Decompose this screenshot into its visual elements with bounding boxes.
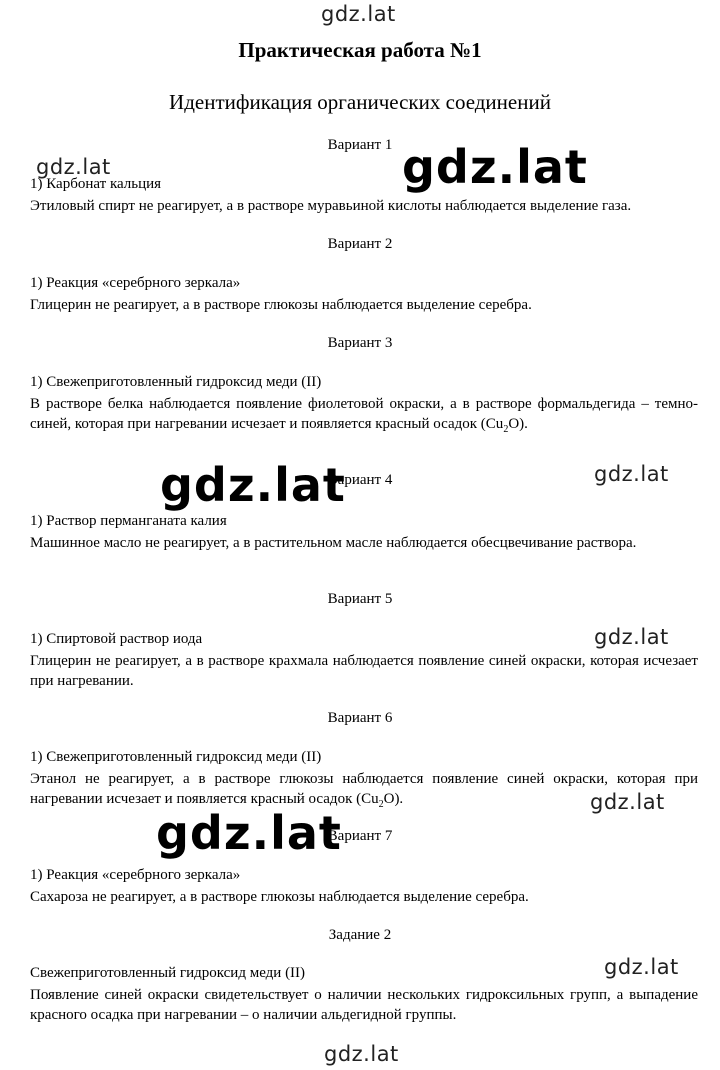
section-text: Этанол не реагирует, а в растворе глюкозы наблюдается появление синей окраски, которая при нагревании исчезает и появляется красный осадок $(Cu_2O)$.	[30, 771, 698, 810]
section-heading: Вариант 6	[327, 710, 393, 726]
section-heading: Вариант 2	[327, 236, 393, 252]
watermark-large: gdz.lat	[402, 140, 588, 194]
page-subtitle: Идентификация органических соединений	[169, 90, 551, 114]
watermark: gdz.lat	[594, 462, 669, 486]
section-text: В растворе белка наблюдается появление фиолетовой окраски, а в растворе формальдегида – темно-синей, которая при нагревании исчезает и появляется красный осадок $(Cu_2O)$.	[30, 396, 698, 435]
watermark: gdz.lat	[594, 625, 669, 649]
watermark-large: gdz.lat	[160, 458, 346, 512]
section-heading: Вариант 3	[327, 335, 393, 351]
section-item: Свежеприготовленный гидроксид меди (II)	[30, 965, 306, 981]
section-item: 1) Свежеприготовленный гидроксид меди (II)	[30, 749, 322, 765]
section-item: 1) Спиртовой раствор иода	[30, 631, 203, 647]
section-text: Машинное масло не реагирует, а в растительном масле наблюдается обесцвечивание раствора.	[30, 535, 637, 551]
section-text: Глицерин не реагирует, а в растворе глюкозы наблюдается выделение серебра.	[30, 297, 532, 313]
watermark: gdz.lat	[36, 155, 111, 179]
section-item: 1) Карбонат кальция	[30, 176, 162, 192]
section-item: 1) Свежеприготовленный гидроксид меди (II)	[30, 374, 322, 390]
section-item: 1) Раствор перманганата калия	[30, 513, 227, 529]
section-text: Этиловый спирт не реагирует, а в растворе муравьиной кислоты наблюдается выделение газа.	[30, 198, 632, 214]
section-heading: Задание 2	[328, 927, 392, 943]
watermark: gdz.lat	[604, 955, 679, 979]
watermark-large: gdz.lat	[156, 806, 342, 860]
section-text: Появление синей окраски свидетельствует о наличии нескольких гидроксильных групп, а выпадение красного осадка при нагревании – о наличии альдегидной группы.	[30, 987, 698, 1023]
page-title: Практическая работа №1	[238, 38, 482, 62]
watermark-top: gdz.lat	[321, 2, 396, 26]
section-item: 1) Реакция «серебрного зеркала»	[30, 867, 241, 883]
watermark-bottom: gdz.lat	[324, 1042, 399, 1066]
section-heading: Вариант 1	[327, 137, 393, 153]
watermark: gdz.lat	[590, 790, 665, 814]
section-text: Сахароза не реагирует, а в растворе глюкозы наблюдается выделение серебра.	[30, 889, 529, 905]
section-item: 1) Реакция «серебрного зеркала»	[30, 275, 241, 291]
section-heading: Вариант 4	[327, 472, 393, 488]
section-heading: Вариант 7	[327, 828, 393, 844]
section-heading: Вариант 5	[327, 591, 393, 607]
section-text: Глицерин не реагирует, а в растворе крахмала наблюдается появление синей окраски, которая исчезает при нагревании.	[30, 653, 698, 689]
